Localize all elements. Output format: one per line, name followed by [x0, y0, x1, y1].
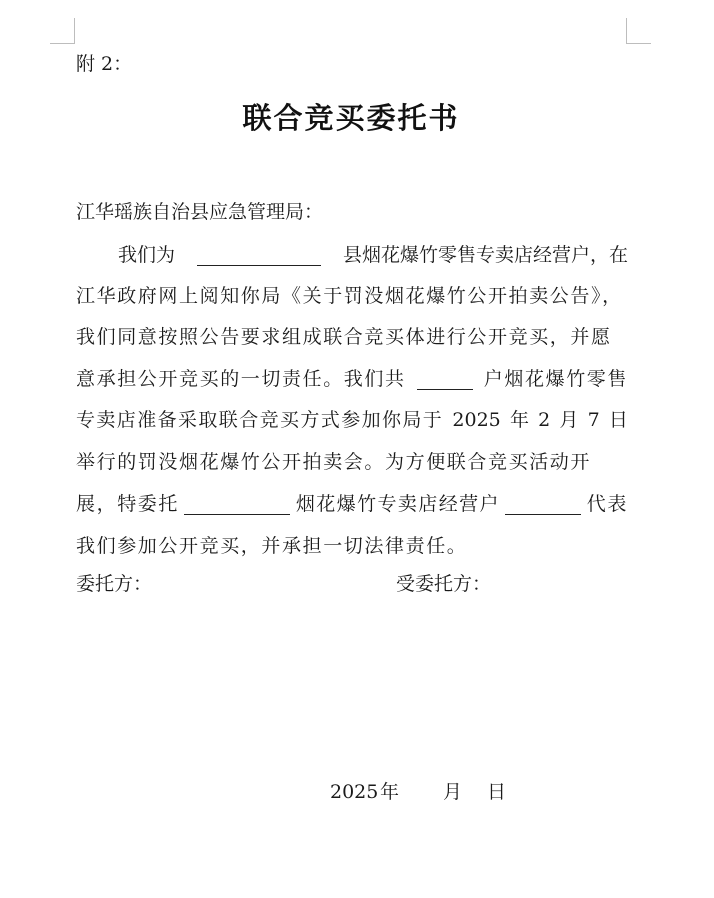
crop-mark-top-right-vertical: [626, 18, 627, 44]
principal-label: 委托方：: [76, 573, 153, 595]
attachment-label: 附 2：: [76, 53, 133, 75]
body-text: 代表: [586, 493, 628, 515]
agent-store-blank: [184, 494, 290, 515]
body-line-2: [76, 279, 628, 307]
body-text: 举行的罚没烟花爆竹公开拍卖会。为方便联合竞买活动开: [76, 451, 592, 473]
body-line-8: [76, 529, 628, 557]
body-line-7: [76, 487, 628, 515]
date-year-unit: 年: [380, 781, 400, 803]
auction-day: 7: [587, 409, 600, 431]
body-line-1: [118, 238, 628, 266]
salutation: 江华瑶族自治县应急管理局：: [76, 201, 324, 223]
crop-mark-top-left-horizontal: [50, 43, 75, 44]
date-month-unit: 月: [443, 781, 463, 803]
body-text: 烟花爆竹专卖店经营户: [295, 493, 500, 515]
agent-label: 受委托方：: [396, 573, 492, 595]
agent-operator-blank: [505, 494, 581, 515]
county-blank: [197, 245, 321, 266]
body-line-6: [76, 445, 628, 473]
body-text: 我们为: [118, 244, 176, 266]
date-year: 2025: [330, 781, 379, 803]
body-text: 江华政府网上阅知你局《关于罚没烟花爆竹公开拍卖公告》，: [76, 285, 623, 307]
body-line-5: [76, 403, 628, 431]
body-line-4: [76, 362, 628, 390]
auction-year: 2025: [452, 409, 501, 431]
body-text: 县烟花爆竹零售专卖店经营户，在: [342, 244, 628, 266]
auction-month: 2: [538, 409, 551, 431]
body-text: 月: [559, 409, 579, 431]
document-title: 联合竞买委托书: [242, 101, 460, 135]
body-text: 意承担公开竞买的一切责任。我们共: [76, 368, 406, 390]
body-text: 户烟花爆竹零售: [483, 368, 628, 390]
body-text: 专卖店准备采取联合竞买方式参加你局于: [76, 409, 444, 431]
body-text: 年: [509, 409, 529, 431]
body-text: 日: [608, 409, 628, 431]
body-line-3: [76, 320, 628, 348]
household-count-blank: [417, 369, 473, 390]
body-text: 我们参加公开竞买，并承担一切法律责任。: [76, 535, 468, 557]
body-text: 我们同意按照公告要求组成联合竞买体进行公开竞买，并愿: [76, 326, 612, 348]
crop-mark-top-left-vertical: [74, 18, 75, 44]
crop-mark-top-right-horizontal: [626, 43, 651, 44]
date-day-unit: 日: [487, 781, 507, 803]
body-text: 展，特委托: [76, 493, 180, 515]
